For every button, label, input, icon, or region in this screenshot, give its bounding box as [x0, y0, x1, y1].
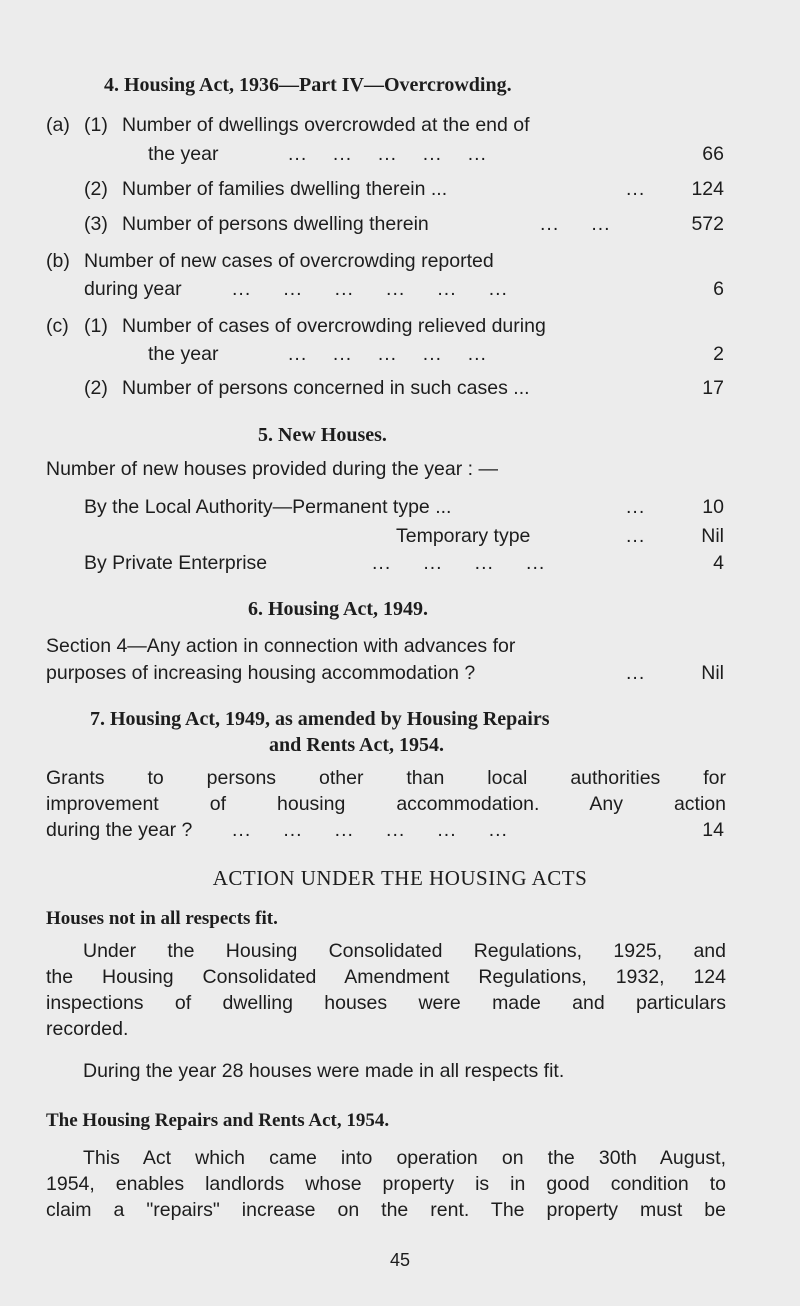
item-a3-label: Number of persons dwelling therein — [122, 213, 429, 235]
new-houses-private — [0, 550, 800, 576]
repairs-p1-line3: claim a "repairs" increase on the rent. The property must be — [46, 1199, 726, 1221]
item-c1-cont — [0, 341, 800, 367]
item-a-tag: (a) — [46, 114, 70, 136]
leader-dots: ... ... — [540, 213, 611, 235]
leader-dots: ... — [626, 662, 646, 684]
section-6-title: 6. Housing Act, 1949. — [248, 598, 429, 620]
item-c1-label-line2: the year — [148, 343, 219, 365]
section-7-line3: during the year ? — [46, 819, 193, 841]
action-p1-line4: recorded. — [46, 1018, 129, 1040]
item-c1-label-line1: Number of cases of overcrowding relieved during — [122, 315, 546, 337]
section-7-text — [46, 765, 726, 817]
item-a2 — [0, 176, 800, 202]
page-number: 45 — [389, 1250, 411, 1270]
leader-dots: ... ... ... ... — [372, 552, 546, 574]
item-c1-value: 2 — [713, 343, 724, 365]
action-p1-line3: inspections of dwelling houses were made and particulars — [46, 992, 726, 1014]
item-b — [0, 248, 800, 274]
private-enterprise-label: By Private Enterprise — [84, 552, 268, 574]
section-6-line2: purposes of increasing housing accommodation ? ... Nil — [46, 662, 724, 684]
item-a1-cont — [0, 141, 800, 167]
section-7-line3-row — [0, 817, 800, 843]
item-a2-value: 124 — [691, 178, 724, 200]
action-paragraph-2: During the year 28 houses were made in all respects fit. — [83, 1060, 565, 1082]
action-paragraph-1 — [46, 938, 726, 1042]
la-temporary-label: Temporary type — [396, 525, 531, 547]
la-temporary-value: Nil — [701, 525, 724, 547]
action-subtitle: Houses not in all respects fit. — [46, 908, 278, 929]
item-a3 — [0, 211, 800, 237]
private-enterprise-value: 4 — [713, 552, 724, 574]
section-6-line1: Section 4—Any action in connection with advances for — [46, 635, 516, 657]
item-a1 — [0, 112, 800, 138]
section-6-value: Nil — [701, 662, 724, 684]
la-permanent-value: 10 — [702, 496, 724, 518]
new-houses-la-permanent — [0, 494, 800, 520]
item-a1-tag: (1) — [84, 114, 108, 136]
item-b-value: 6 — [713, 278, 724, 300]
item-a1-label-line2: the year — [148, 143, 219, 165]
item-b-label-line2: during year — [84, 278, 182, 300]
item-b-tag: (b) — [46, 250, 70, 272]
item-a3-tag: (3) — [84, 213, 108, 235]
item-c2-label: Number of persons concerned in such cases ... — [122, 377, 530, 399]
item-a3-value: 572 — [691, 213, 724, 235]
section-5-intro: Number of new houses provided during the year : — — [46, 458, 498, 480]
leader-dots: ... — [626, 178, 646, 200]
leader-dots: ... ... ... ... ... ... — [232, 819, 508, 841]
item-a2-tag: (2) — [84, 178, 108, 200]
action-p1-line1: Under the Housing Consolidated Regulations, 1925, and — [83, 940, 726, 962]
repairs-title: The Housing Repairs and Rents Act, 1954. — [46, 1110, 390, 1131]
section-4-title: 4. Housing Act, 1936—Part IV—Overcrowding. — [104, 74, 512, 96]
leader-dots: ... ... ... ... ... — [288, 343, 487, 365]
section-7-title-line2: and Rents Act, 1954. — [269, 734, 445, 756]
leader-dots: ... ... ... ... ... — [288, 143, 487, 165]
item-c2-tag: (2) — [84, 377, 108, 399]
item-a1-value: 66 — [702, 143, 724, 165]
section-7-line2: improvement of housing accommodation. Any action — [46, 793, 726, 815]
action-p1-line2: the Housing Consolidated Amendment Regulations, 1932, 124 — [46, 966, 726, 988]
section-7-title-line1: 7. Housing Act, 1949, as amended by Housing Repairs — [90, 708, 550, 730]
item-c2 — [0, 375, 800, 401]
repairs-paragraph — [46, 1145, 726, 1223]
la-permanent-label: By the Local Authority—Permanent type ... — [84, 496, 452, 518]
repairs-p1-line2: 1954, enables landlords whose property is in good condition to — [46, 1173, 726, 1195]
leader-dots: ... — [626, 525, 646, 547]
item-c1 — [0, 313, 800, 339]
section-7-value: 14 — [702, 819, 724, 841]
leader-dots: ... — [626, 496, 646, 518]
item-a2-label: Number of families dwelling therein ... — [122, 178, 448, 200]
section-5-title: 5. New Houses. — [258, 424, 387, 446]
repairs-p1-line1: This Act which came into operation on the 30th August, — [83, 1147, 726, 1169]
leader-dots: ... ... ... ... ... ... — [232, 278, 508, 300]
action-title: ACTION UNDER THE HOUSING ACTS — [212, 866, 588, 890]
item-b-label-line1: Number of new cases of overcrowding reported — [84, 250, 494, 272]
item-c1-tag: (1) — [84, 315, 108, 337]
item-a1-label-line1: Number of dwellings overcrowded at the end of — [122, 114, 530, 136]
item-b-cont — [0, 276, 800, 302]
item-c-tag: (c) — [46, 315, 69, 337]
item-c2-value: 17 — [702, 377, 724, 399]
section-7-line1: Grants to persons other than local authorities for — [46, 767, 726, 789]
new-houses-la-temporary — [0, 523, 800, 549]
